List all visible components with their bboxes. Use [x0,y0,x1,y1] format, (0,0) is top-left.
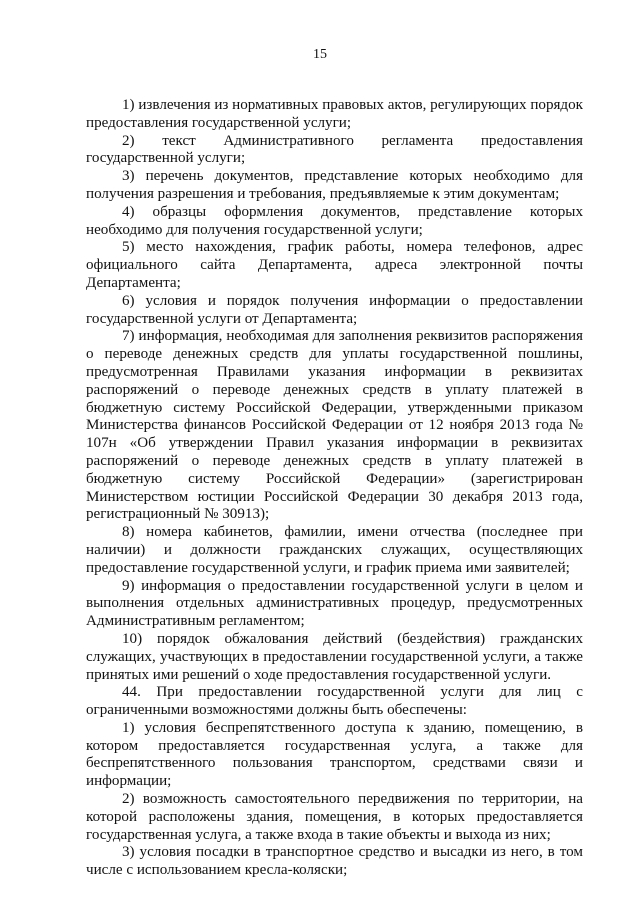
paragraph-item-2: 2) текст Административного регламента предоставления государственной услуги; [86,132,583,167]
page-number: 15 [313,47,327,62]
paragraph-item-9: 9) информация о предоставлении государственной услуги в целом и выполнения отдельных административных процедур, предусмотренных Административным регламентом; [86,577,583,630]
paragraph-subitem-3: 3) условия посадки в транспортное средство и высадки из него, в том числе с использованием кресла-коляски; [86,844,583,879]
paragraph-item-5: 5) место нахождения, график работы, номера телефонов, адрес официального сайта Департамента, адреса электронной почты Департамента; [86,239,583,291]
paragraph-section-44: 44. При предоставлении государственной услуги для лиц с ограниченными возможностями должны быть обеспечены: [86,684,583,719]
paragraph-item-4: 4) образцы оформления документов, представление которых необходимо для получения государственной услуги; [86,203,583,238]
paragraph-item-1: 1) извлечения из нормативных правовых актов, регулирующих порядок предоставления государственной услуги; [86,97,583,131]
paragraph-item-6: 6) условия и порядок получения информации о предоставлении государственной услуги от Департамента; [86,292,583,327]
paragraph-subitem-2: 2) возможность самостоятельного передвижения по территории, на которой расположены здания, помещения, в которых предоставляется государственная услуга, а также входа в такие объекты и выхода из них; [86,791,583,843]
paragraph-item-8: 8) номера кабинетов, фамилии, имени отчества (последнее при наличии) и должности гражданских служащих, осуществляющих предоставление государственной услуги, и график приема ими заявителей; [86,524,583,576]
paragraph-item-7: 7) информация, необходимая для заполнения реквизитов распоряжения о переводе денежных средств для уплаты государственной пошлины, предусмотренная Правилами указания информации в реквизитах распоряжений о переводе денежных средств в уплату платежей в бюджетную систему Российской Федерации, утвержденными приказом Министерства финансов Российской Федерации от 12 ноября 2013 года № 107н «Об утверждении Правил указания информации в реквизитах распоряжений о переводе денежных средств в уплату платежей в бюджетную систему Российской Федерации» (зарегистрирован Министерством юстиции Российской Федерации 30 декабря 2013 года, регистрационный № 30913); [86,328,583,523]
paragraph-subitem-1: 1) условия беспрепятственного доступа к зданию, помещению, в котором предоставляется государственная услуга, а также для беспрепятственного пользования транспортом, средствами связи и информации; [86,719,583,790]
paragraph-item-10: 10) порядок обжалования действий (бездействия) гражданских служащих, участвующих в предоставлении государственной услуги, а также принятых ими решений о ходе предоставления государственной услуги. [86,630,583,683]
document-body [86,97,583,880]
paragraph-item-3: 3) перечень документов, представление которых необходимо для получения разрешения и требования, предъявляемые к этим документам; [86,168,583,202]
